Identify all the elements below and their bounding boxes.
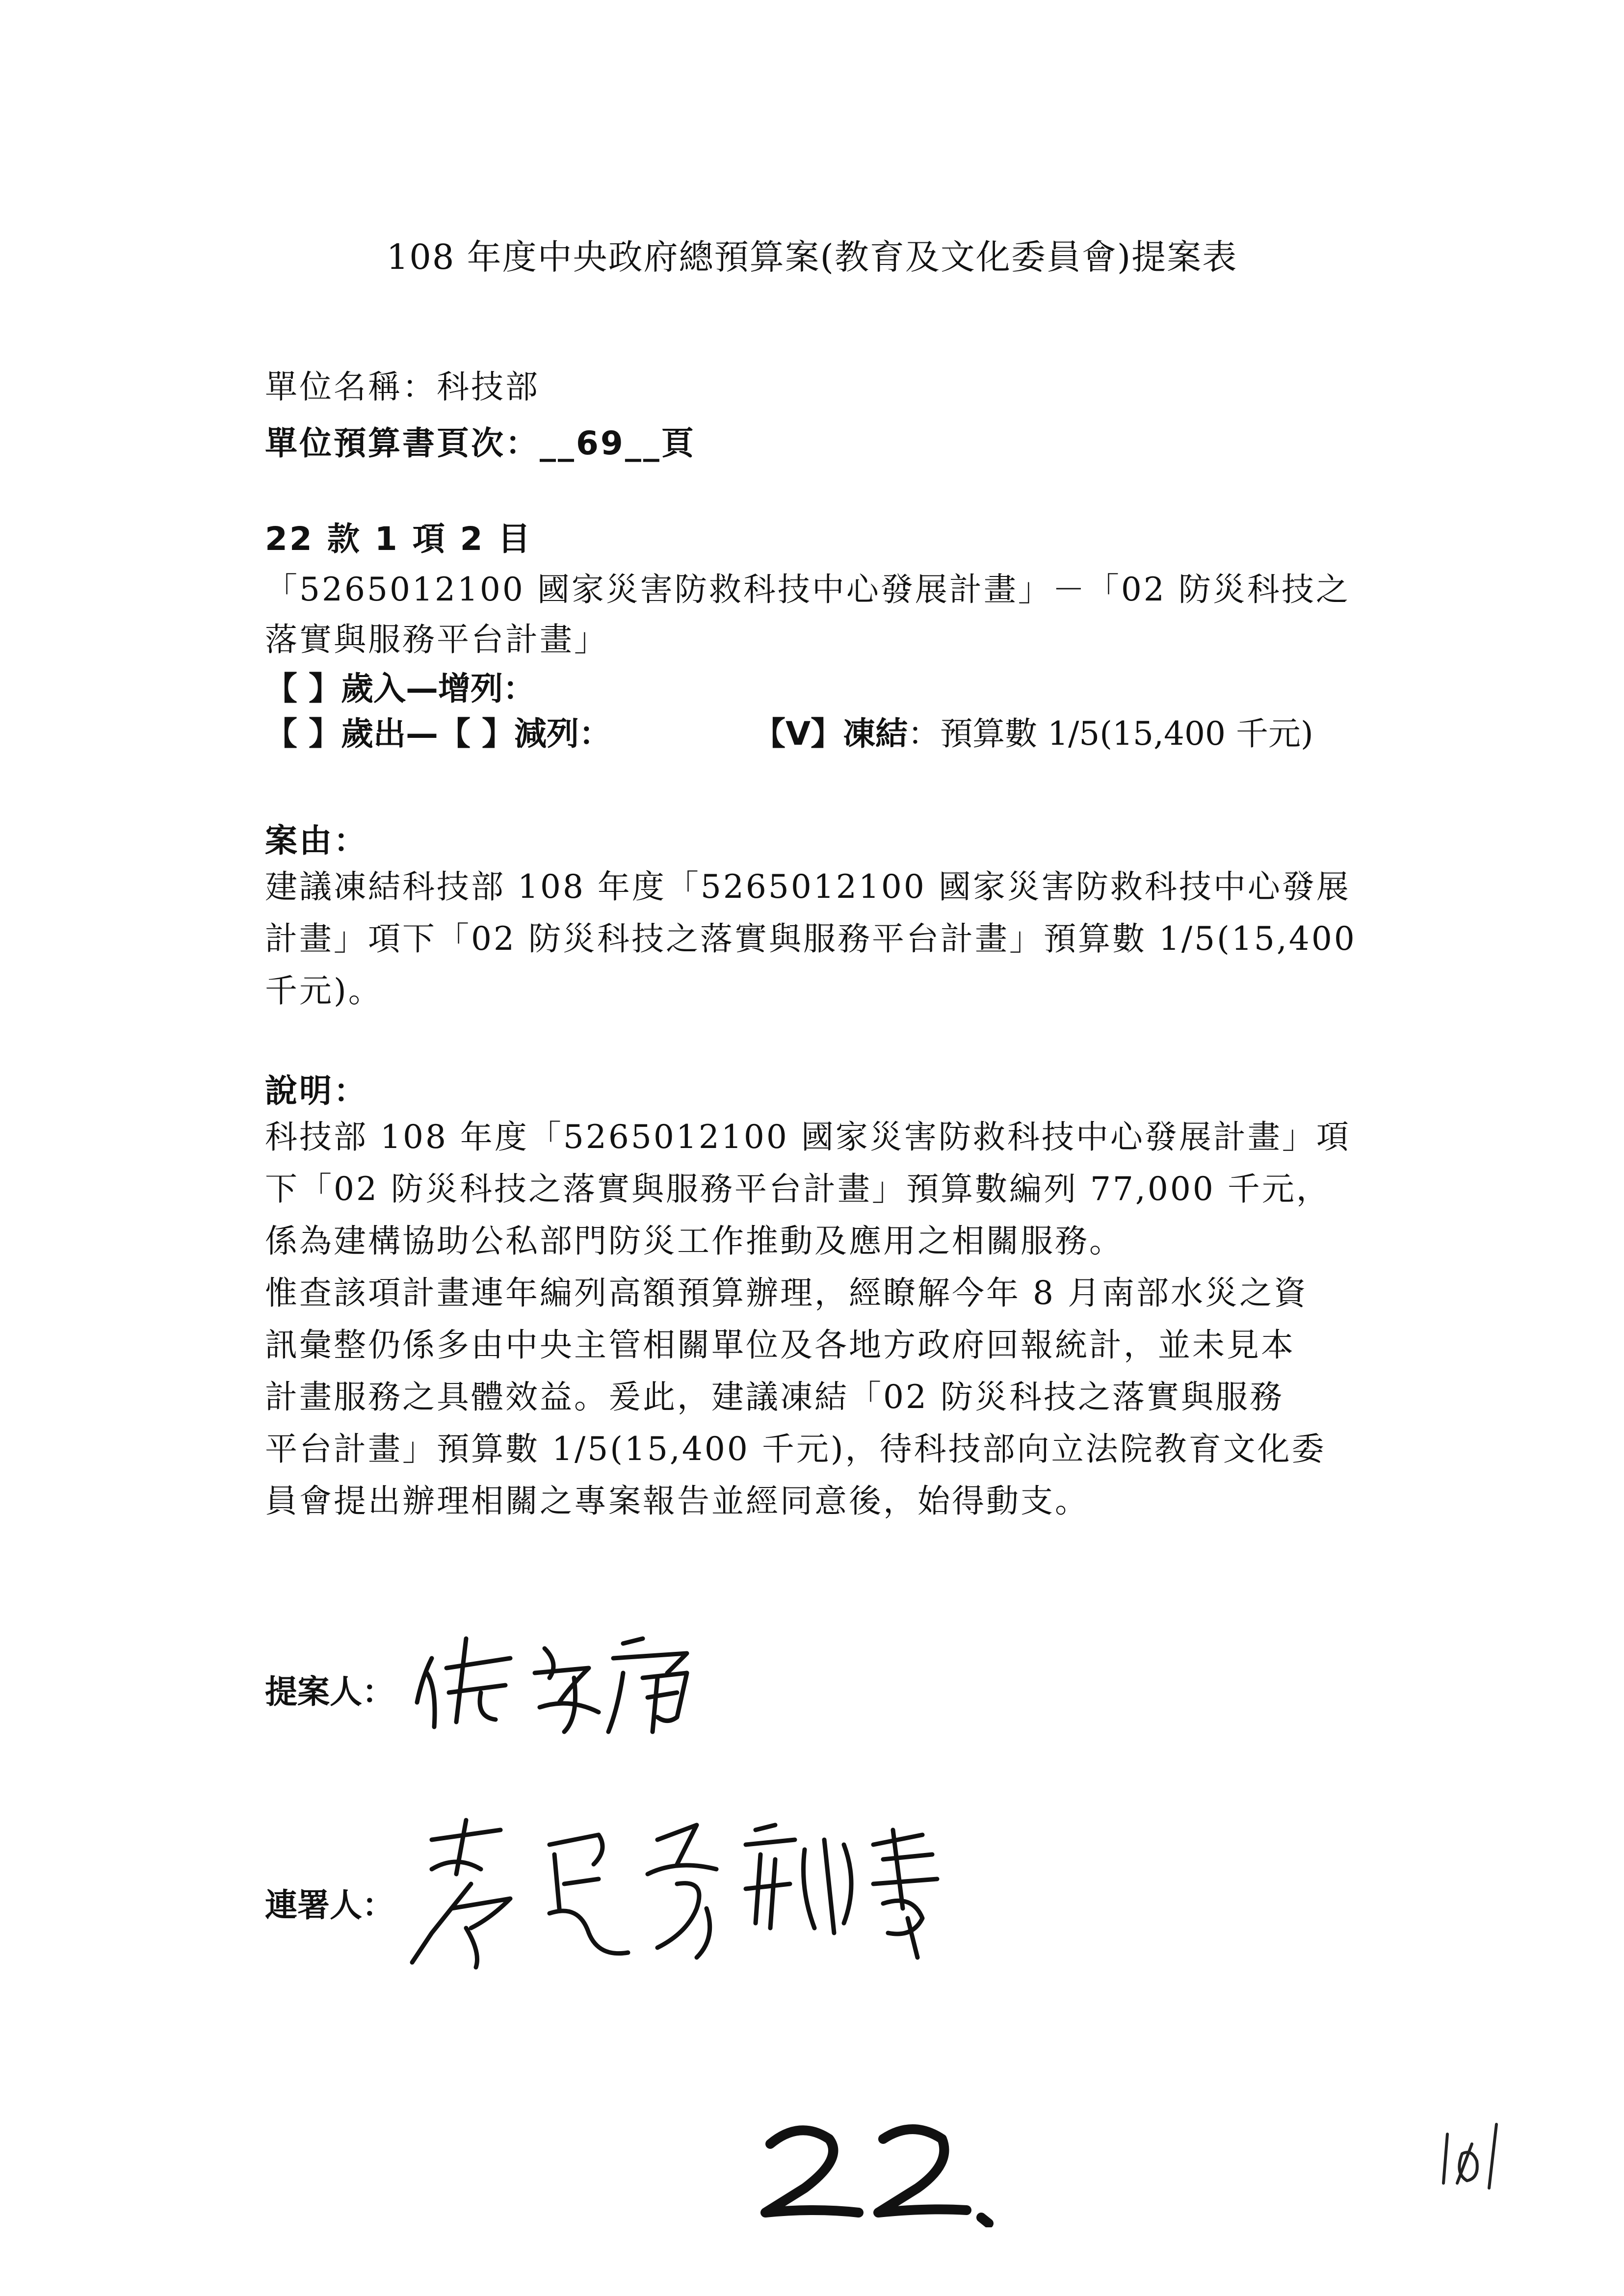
page-mark [1438,2114,1516,2193]
unit-name: 單位名稱：科技部 [265,368,540,406]
program-line-1: 「5265012100 國家災害防救科技中心發展計畫」－「02 防災科技之 [265,571,1350,608]
reason-line: 千元)。 [265,972,383,1010]
reason-line: 計畫」項下「02 防災科技之落實與服務平台計畫」預算數 1/5(15,400 [265,920,1357,958]
freeze-value: ：預算數 1/5(15,400 千元) [908,715,1313,753]
freeze-label: 【V】凍結 [753,715,908,753]
document-title: 108 年度中央政府總預算案(教育及文化委員會)提案表 [386,237,1238,277]
cosigner-signatures [402,1810,1021,1972]
explanation-heading: 說明： [265,1072,368,1110]
explanation-line: 下「02 防災科技之落實與服務平台計畫」預算數編列 77,000 千元， [265,1170,1331,1208]
explanation-line: 惟查該項計畫連年編列高額預算辦理，經瞭解今年 8 月南部水災之資 [265,1274,1308,1312]
reason-line: 建議凍結科技部 108 年度「5265012100 國家災害防救科技中心發展 [265,868,1351,906]
explanation-line: 係為建構協助公私部門防災工作推動及應用之相關服務。 [265,1222,1124,1260]
budget-page-ref: 單位預算書頁次：__69__頁 [265,424,696,462]
explanation-line: 計畫服務之具體效益。爰此，建議凍結「02 防災科技之落實與服務 [265,1378,1284,1416]
proposer-label: 提案人： [265,1673,394,1711]
explanation-line: 平台計畫」預算數 1/5(15,400 千元)，待科技部向立法院教育文化委 [265,1430,1326,1468]
explanation-body [265,1111,1413,1527]
handwritten-number [746,2114,1001,2227]
freeze-line [753,707,1313,754]
expenditure-line: 【 】歲出—【 】減列： [265,715,611,753]
cosigner-label: 連署人： [265,1886,394,1924]
program-line-2: 落實與服務平台計畫」 [265,621,608,658]
explanation-line: 員會提出辦理相關之專案報告並經同意後，始得動支。 [265,1482,1089,1520]
explanation-line: 訊彙整仍係多由中央主管相關單位及各地方政府回報統計，並未見本 [265,1326,1295,1364]
reason-heading: 案由： [265,822,368,860]
explanation-line: 科技部 108 年度「5265012100 國家災害防救科技中心發展計畫」項 [265,1118,1351,1156]
item-reference: 22 款 1 項 2 目 [265,520,532,558]
proposer-signature [412,1619,756,1737]
revenue-line: 【 】歲入—增列： [265,670,535,707]
reason-body [265,861,1413,1017]
